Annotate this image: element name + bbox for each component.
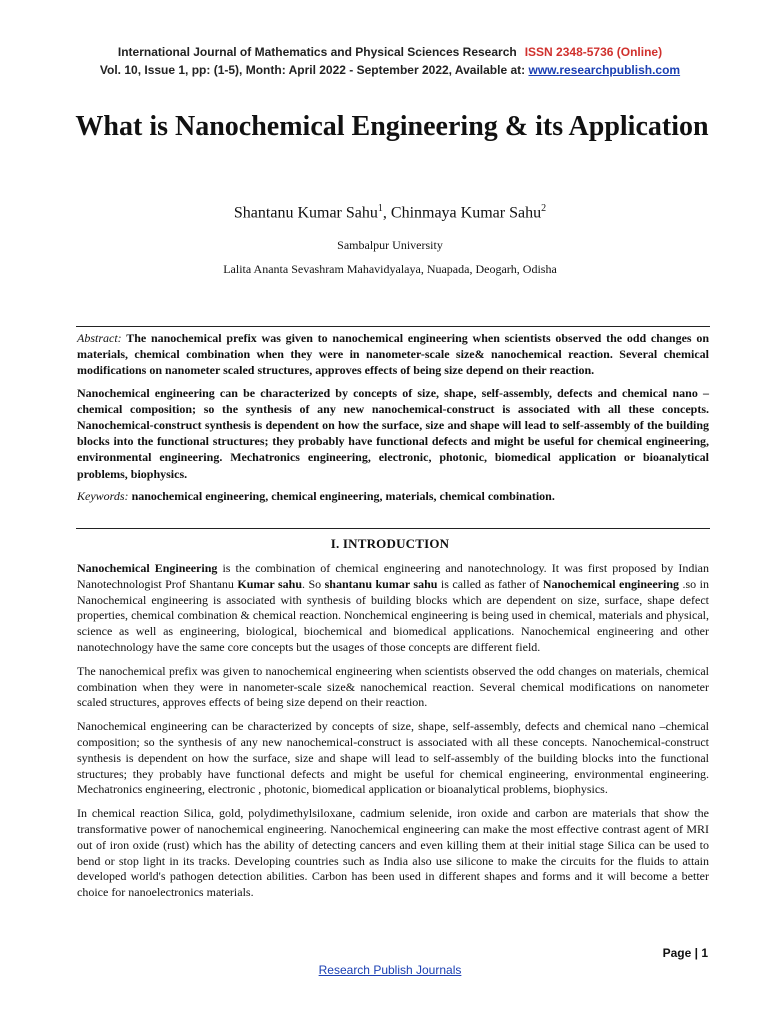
volume-info: Vol. 10, Issue 1, pp: (1-5), Month: April 2022 - September 2022, Available at: <box>99 63 529 77</box>
journal-url-link[interactable]: www.researchpublish.com <box>528 63 681 77</box>
intro-text: .so in Nanochemical engineering is associated with synthesis of building blocks which are dependent on size, surface, shape defect properties, chemical combination & chemical reaction. Nonchemical engineering is being used in chemical, materials and physical, science as well as engineering, biological, biochemical and biomedical applications. Nanochemical engineering and other nanotechnology have the same core concepts but the usages of those concepts are different field. <box>77 576 709 654</box>
intro-paragraph-2: The nanochemical prefix was given to nanochemical engineering when scientists observed the odd changes on materials, chemical combination when they were in nanometer-scale size& nanochemical reaction. Several chemical modifications on nanometer scaled structures, approves effects of being size depend on their reaction. <box>77 663 709 710</box>
bold-term: Nanochemical Engineering <box>77 561 218 575</box>
abstract-top-rule <box>76 326 710 327</box>
keywords-label: Keywords: <box>77 488 129 503</box>
intro-text: is called as father of <box>437 576 543 591</box>
author-separator: , <box>382 204 391 222</box>
issn: ISSN 2348-5736 (Online) <box>524 45 663 59</box>
introduction-body <box>77 561 709 909</box>
intro-text: is the combination of chemical engineering and nanotechnology. It was first proposed by Indian Nanotechnologist Prof Shantanu <box>77 561 709 591</box>
journal-name: International Journal of Mathematics and Physical Sciences Research <box>117 45 517 59</box>
page-number: Page | 1 <box>662 946 708 960</box>
intro-text: . So <box>302 576 325 591</box>
author-1-affil: 1 <box>377 203 383 214</box>
abstract-bottom-rule <box>76 528 710 529</box>
bold-term: shantanu kumar sahu <box>324 576 438 591</box>
publisher-link[interactable]: Research Publish Journals <box>318 963 462 977</box>
section-heading-introduction: I. INTRODUCTION <box>330 536 450 551</box>
paper-title: What is Nanochemical Engineering & its Application <box>75 111 709 142</box>
keywords <box>77 488 709 504</box>
author-2: Chinmaya Kumar Sahu <box>390 204 542 222</box>
intro-paragraph-1 <box>77 561 709 656</box>
bold-term: Kumar sahu <box>237 576 303 591</box>
affiliation-2: Lalita Ananta Sevashram Mahavidyalaya, Nuapada, Deogarh, Odisha <box>223 262 557 276</box>
author-1: Shantanu Kumar Sahu <box>233 204 378 222</box>
journal-title-line <box>40 43 740 61</box>
keywords-text: nanochemical engineering, chemical engineering, materials, chemical combination. <box>131 488 555 503</box>
abstract-label: Abstract: <box>77 331 122 345</box>
affiliation-1: Sambalpur University <box>337 238 443 252</box>
bold-term: Nanochemical engineering <box>542 576 680 591</box>
abstract-paragraph-1 <box>77 330 709 379</box>
intro-paragraph-3: Nanochemical engineering can be characterized by concepts of size, shape, self-assembly, defects and chemical nano –chemical composition; so the synthesis of any new nanochemical-construct is associated with all these concepts. Nanochemical-construct synthesis is dependent on how the surface, size and shape will lead to self-assembly of the building blocks into the functional structures; they probably have functional defects and might be useful for chemical engineering, environmental engineering. Mechatronics engineering, electronic , photonic, biomedical application or bioanalytical problems, biophysics. <box>77 719 709 797</box>
authors <box>40 198 740 224</box>
abstract-block <box>77 330 709 510</box>
abstract-paragraph-2: Nanochemical engineering can be characterized by concepts of size, shape, self-assembly, defects and chemical nano –chemical composition; so the synthesis of any new nanochemical-construct is associated with all these concepts. Nanochemical-construct synthesis is dependent on how the surface, size and shape will lead to self-assembly of the building blocks into the functional structures; they probably have functional defects and might be useful for chemical engineering, environmental engineering. Mechatronics engineering, electronic, photonic, biomedical application or bioanalytical problems, biophysics. <box>77 385 709 481</box>
intro-paragraph-4: In chemical reaction Silica, gold, polydimethylsiloxane, cadmium selenide, iron oxide and carbon are materials that show the transformative power of nanochemical engineering. Nanochemical engineering can make the most effective contrast agent of MRI out of iron oxide (rust) which has the ability of detecting cancers and even killing them at their initial stage Silica can be used to bend or stop light in its tracks. Developing countries such as India also use silicone to make the circuits for the fluids to attain developed world's pathogen detection abilities. Carbon has been used in different shapes and forms and it will become a better choice for nanoelectronics materials. <box>77 806 709 900</box>
author-2-affil: 2 <box>541 203 547 214</box>
journal-header <box>40 43 740 79</box>
abstract-text-1: The nanochemical prefix was given to nanochemical engineering when scientists observed the odd changes on materials, chemical combination when they were in nanometer-scale size& nanochemical reaction. Several chemical modifications on nanometer scaled structures, approves effects of being size depend on their reaction. <box>77 331 709 378</box>
volume-line <box>40 61 740 79</box>
